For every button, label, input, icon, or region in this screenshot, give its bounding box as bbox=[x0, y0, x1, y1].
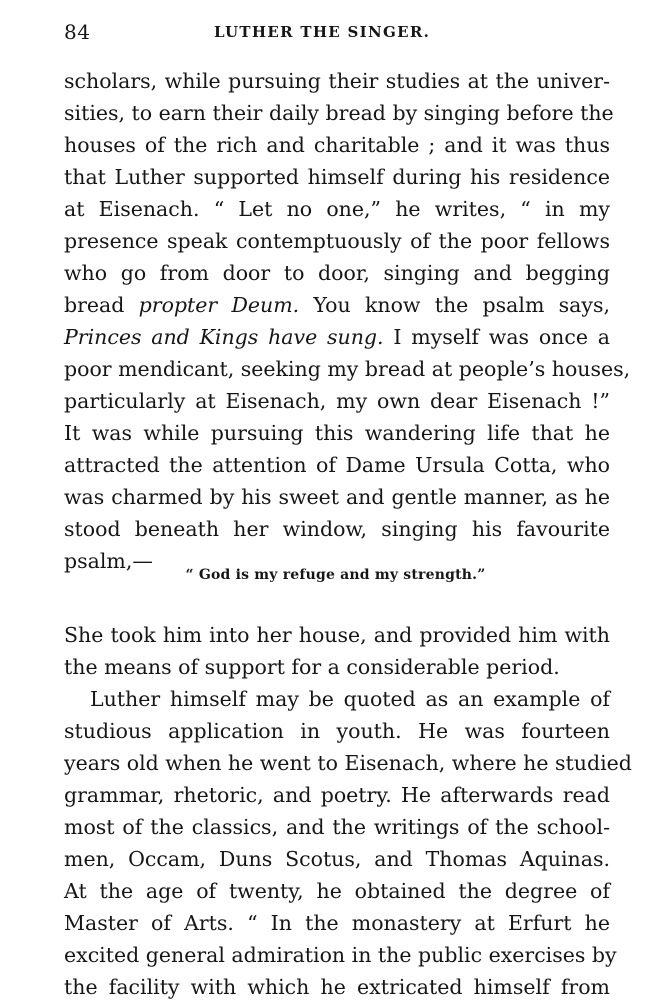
paragraph-scholars bbox=[64, 65, 631, 577]
text-line: years old when he went to Eisenach, where he studied bbox=[64, 751, 632, 775]
text-line-princes-kings bbox=[64, 321, 610, 353]
text-line: who go from door to door, singing and begging bbox=[64, 261, 610, 285]
text-line: psalm,— bbox=[64, 549, 153, 573]
text-line: was charmed by his sweet and gentle manner, as he bbox=[64, 485, 610, 509]
paragraph-ursula-cotta bbox=[64, 619, 632, 1003]
latin-phrase: propter Deum. bbox=[138, 293, 300, 317]
text-line-propter-deum bbox=[64, 289, 610, 321]
text-line: most of the classics, and the writings of the school- bbox=[64, 815, 610, 839]
text-line: At the age of twenty, he obtained the degree of bbox=[64, 879, 610, 903]
text-line: studious application in youth. He was fourteen bbox=[64, 719, 610, 743]
page-number: 84 bbox=[64, 20, 91, 44]
paragraph-first-line: Luther himself may be quoted as an example of bbox=[90, 687, 610, 711]
text-line: poor mendicant, seeking my bread at people’s houses, bbox=[64, 357, 631, 381]
text-line: that Luther supported himself during his residence bbox=[64, 165, 610, 189]
line-end: You know the psalm says, bbox=[299, 293, 611, 317]
text-line: excited general admiration in the public exercises by bbox=[64, 943, 617, 967]
psalm-quote: Princes and Kings have sung. bbox=[64, 325, 384, 349]
text-line: Master of Arts. “ In the monastery at Erfurt he bbox=[64, 911, 610, 935]
text-line: houses of the rich and charitable ; and it was thus bbox=[64, 133, 610, 157]
text-line: the means of support for a considerable period. bbox=[64, 655, 560, 679]
line-end: I myself was once a bbox=[383, 325, 610, 349]
text-line: She took him into her house, and provided him with bbox=[64, 623, 610, 647]
text-line: It was while pursuing this wandering life that he bbox=[64, 421, 610, 445]
text-line: grammar, rhetoric, and poetry. He afterwards read bbox=[64, 783, 610, 807]
text-line: the facility with which he extricated himself from bbox=[64, 975, 610, 999]
page-header bbox=[64, 20, 610, 46]
text-line: men, Occam, Duns Scotus, and Thomas Aquinas. bbox=[64, 847, 610, 871]
text-line: particularly at Eisenach, my own dear Eisenach !” bbox=[64, 389, 610, 413]
line-start: bread bbox=[64, 293, 139, 317]
text-line: stood beneath her window, singing his favourite bbox=[64, 517, 610, 541]
psalm-epigraph: “ God is my refuge and my strength.” bbox=[185, 567, 486, 583]
text-line: attracted the attention of Dame Ursula Cotta, who bbox=[64, 453, 610, 477]
text-line: scholars, while pursuing their studies at the univer- bbox=[64, 69, 610, 93]
text-line: presence speak contemptuously of the poor fellows bbox=[64, 229, 610, 253]
running-title: LUTHER THE SINGER. bbox=[214, 23, 431, 41]
text-line: at Eisenach. “ Let no one,” he writes, “ in my bbox=[64, 197, 610, 221]
text-line: sities, to earn their daily bread by singing before the bbox=[64, 101, 614, 125]
